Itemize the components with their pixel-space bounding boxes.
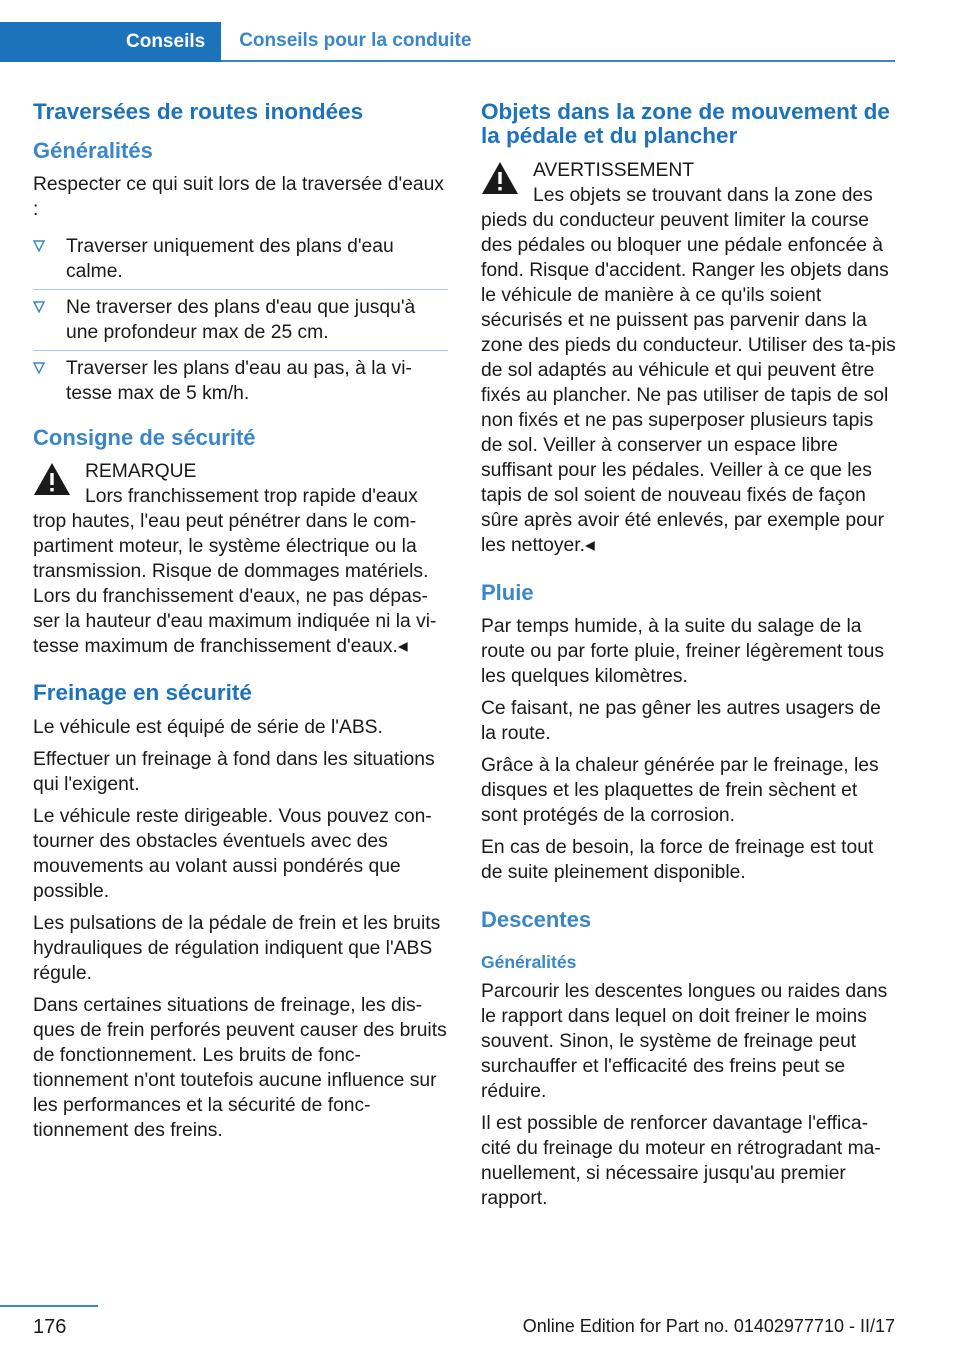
descent-paragraph: Parcourir les descentes longues ou raides dans le rapport dans lequel on doit freiner le moins souvent. Sinon, le système de freinage peut surchauffer et l'efficacité des freins peut se réduire. xyxy=(481,981,888,1102)
subheading-general: Généralités xyxy=(481,952,577,972)
warning-label: AVERTISSEMENT xyxy=(533,160,695,181)
brake-paragraph: Le véhicule reste dirigeable. Vous pouvez con-tourner des obstacles éventuels avec des mouvements au volant aussi pondérés que possible. xyxy=(33,806,432,902)
page-header xyxy=(0,22,895,62)
list-item-text: Ne traverser des plans d'eau que jusqu'à une profondeur max de 25 cm. xyxy=(66,297,416,343)
right-column xyxy=(481,100,896,1218)
warning-triangle-icon xyxy=(33,462,71,496)
tab-conseils-conduite[interactable]: Conseils pour la conduite xyxy=(221,22,895,62)
list-item xyxy=(33,351,448,411)
descent-paragraph: Il est possible de renforcer davantage l'effica-cité du freinage du moteur en rétrogradant ma-nuellement, si nécessaire jusqu'au premier rapport. xyxy=(481,1113,881,1209)
section-title-floods: Traversées de routes inondées xyxy=(33,99,364,124)
notice-label: REMARQUE xyxy=(85,461,197,482)
left-column xyxy=(33,100,448,1150)
section-title-pedal-zone: Objets dans la zone de mouvement de la pédale et du plancher xyxy=(481,99,890,148)
footer-rule xyxy=(0,1305,98,1307)
rain-paragraph: En cas de besoin, la force de freinage est tout de suite pleinement disponible. xyxy=(481,837,874,883)
rain-paragraph: Ce faisant, ne pas gêner les autres usagers de la route. xyxy=(481,698,881,744)
edition-note: Online Edition for Part no. 01402977710 - II/17 xyxy=(522,1316,895,1336)
brake-paragraph: Les pulsations de la pédale de frein et les bruits hydrauliques de régulation indiquent que l'ABS régule. xyxy=(33,913,441,984)
heading-general: Généralités xyxy=(33,138,153,163)
warning-box xyxy=(481,158,896,558)
warning-first-line: Les objets se trouvant dans la zone des xyxy=(533,185,873,206)
rain-paragraph: Grâce à la chaleur générée par le freinage, les disques et les plaquettes de frein sèchent et sont protégés de la corrosion. xyxy=(481,755,879,826)
notice-body: trop hautes, l'eau peut pénétrer dans le com-partiment moteur, le système électrique ou la transmission. Risque de dommages matériels. Lors du franchissement d'eaux, ne pas dépas-ser la hauteur d'eau maximum indiquée ni la vi-tesse maximum de franchissement d'eaux.◂ xyxy=(33,511,437,657)
brake-paragraph: Dans certaines situations de freinage, les dis-ques de frein perforés peuvent causer des bruits de fonctionnement. Les bruits de fonc-tionnement n'ont toutefois aucune influence sur les performances et la sécurité de fonc-tionnement des freins. xyxy=(33,995,447,1141)
warning-triangle-icon xyxy=(481,161,519,195)
heading-safety: Consigne de sécurité xyxy=(33,425,256,450)
brake-paragraph: Le véhicule est équipé de série de l'ABS. xyxy=(33,717,383,738)
heading-rain: Pluie xyxy=(481,580,534,605)
warning-body: pieds du conducteur peuvent limiter la course des pédales ou bloquer une pédale enfoncée à fond. Risque d'accident. Ranger les objets dans le véhicule de manière à ce qu'ils soient sécurisés et ne puissent pas parvenir dans la zone des pieds du conducteur. Utiliser des ta-pis de sol adaptés au véhicule et qui peuvent être fixés au plancher. Ne pas utiliser de tapis de sol non fixés et ne pas superposer plusieurs tapis de sol. Veiller à conserver un espace libre suffisant pour les pédales. Veiller à ce que les tapis de sol soient de nouveau fixés de façon sûre après avoir été enlevés, par exemple pour les nettoyer.◂ xyxy=(481,210,896,556)
triangle-bullet-icon xyxy=(33,240,45,252)
list-item-text: Traverser les plans d'eau au pas, à la vi-tesse max de 5 km/h. xyxy=(66,358,412,404)
general-text: Respecter ce qui suit lors de la traversée d'eaux : xyxy=(33,174,444,220)
list-item xyxy=(33,229,448,290)
section-title-braking: Freinage en sécurité xyxy=(33,680,252,705)
page-number: 176 xyxy=(33,1316,67,1338)
notice-box xyxy=(33,459,448,659)
tab-conseils[interactable]: Conseils xyxy=(0,22,221,62)
list-item xyxy=(33,290,448,351)
triangle-bullet-icon xyxy=(33,301,45,313)
heading-descents: Descentes xyxy=(481,907,592,932)
notice-first-line: Lors franchissement trop rapide d'eaux xyxy=(85,486,418,507)
brake-paragraph: Effectuer un freinage à fond dans les situations qui l'exigent. xyxy=(33,749,435,795)
rain-paragraph: Par temps humide, à la suite du salage de la route ou par forte pluie, freiner légèrement tous les quelques kilomètres. xyxy=(481,616,884,687)
triangle-bullet-icon xyxy=(33,362,45,374)
list-item-text: Traverser uniquement des plans d'eau calme. xyxy=(66,236,394,282)
bullet-list xyxy=(33,229,448,411)
